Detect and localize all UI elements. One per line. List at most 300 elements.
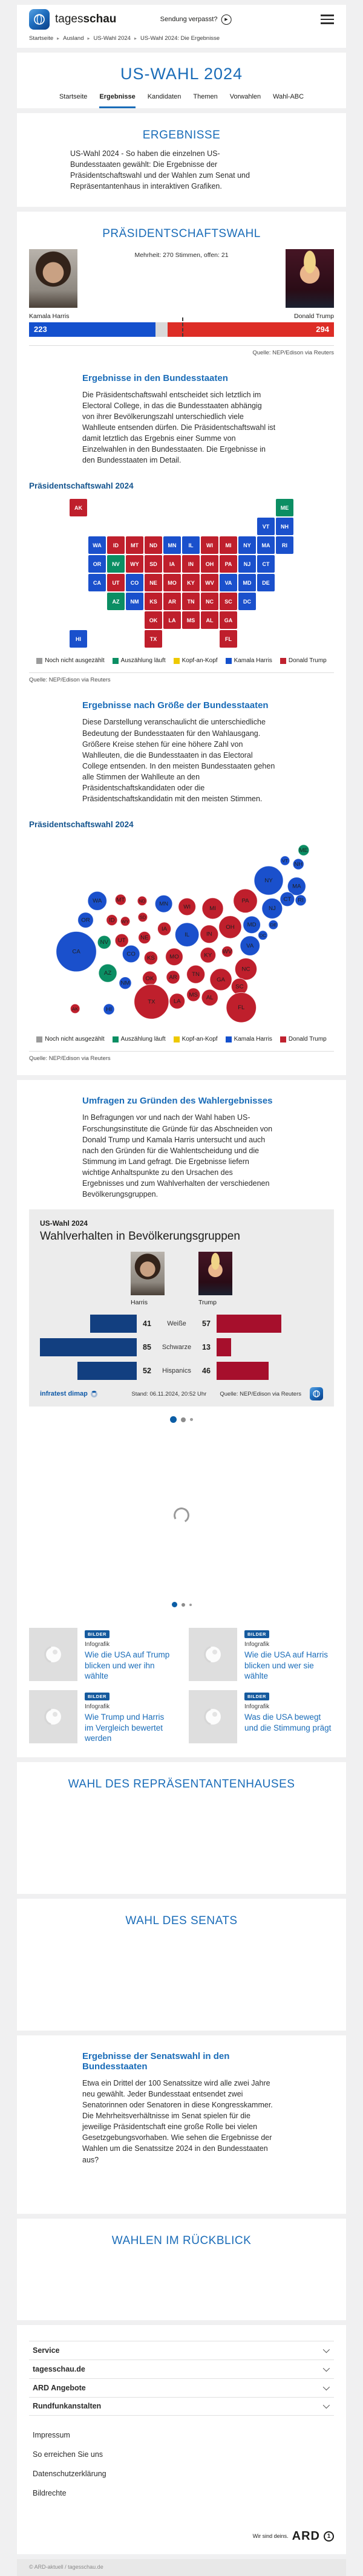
state-tile-NV[interactable]: NV [107, 555, 125, 573]
breadcrumb-separator-icon: ▸ [57, 36, 60, 41]
trump-bar [217, 1362, 269, 1380]
footer-link-impressum[interactable]: Impressum [33, 2430, 70, 2439]
breadcrumb [17, 34, 346, 48]
state-bubble-label: OH [226, 924, 235, 931]
tab-vorwahlen[interactable]: Vorwahlen [229, 93, 261, 100]
teaser-kicker: Infografik [85, 1703, 110, 1711]
trump-bar [217, 1338, 231, 1356]
trump-bar-cell [217, 1338, 313, 1356]
state-bubble-label: MT [116, 897, 125, 904]
teaser-body [85, 1628, 174, 1682]
carousel-dots-secondary [29, 1602, 334, 1607]
teaser-card-3[interactable] [29, 1690, 174, 1744]
state-bubble-label: OR [81, 917, 90, 924]
teaser-kicker: Infografik [244, 1703, 270, 1711]
trump-bar-segment [168, 322, 334, 337]
trump-bar-cell [217, 1362, 313, 1380]
state-tile-ME[interactable]: ME [276, 499, 293, 516]
legend-swatch [280, 1036, 286, 1042]
majority-note: Mehrheit: 270 Stimmen, offen: 21 [134, 251, 229, 259]
state-bubble-label: NC [241, 966, 250, 973]
category-label: Weiße [167, 1320, 186, 1328]
section-heading-rueckblick: WAHLEN IM RÜCKBLICK [111, 2234, 252, 2247]
electoral-college-widget [17, 249, 346, 1062]
carousel-dot[interactable] [181, 1417, 186, 1422]
donald-trump-photo [286, 249, 334, 308]
state-tile-ND[interactable]: ND [145, 536, 162, 554]
state-bubble-label: UT [117, 937, 126, 945]
state-tile-LA[interactable]: LA [163, 611, 181, 629]
state-bubble-label: MI [209, 905, 216, 912]
teaser-kicker: Infografik [85, 1641, 110, 1648]
carousel-dot[interactable] [182, 1603, 185, 1607]
footer-accordion-label: Service [33, 2346, 60, 2355]
sendung-verpasst-label: Sendung verpasst? [160, 16, 218, 23]
widget-photos [40, 1252, 323, 1306]
open-bar-segment [155, 322, 168, 337]
state-tile-MT[interactable]: MT [126, 536, 143, 554]
page-title: US-WAHL 2024 [120, 65, 243, 83]
electoral-vote-bar [29, 322, 334, 337]
state-bubble-label: CT [283, 896, 292, 903]
state-tile-map [70, 499, 293, 648]
state-bubble-label: NE [140, 934, 149, 942]
widget-kicker: US-Wahl 2024 [40, 1219, 88, 1228]
state-bubble-label: MO [169, 954, 179, 961]
candidate-row [29, 249, 334, 308]
legend-swatch [226, 1036, 232, 1042]
state-bubble-label: AL [206, 995, 214, 1002]
state-tile-NY[interactable]: NY [238, 536, 256, 554]
widget-footer [40, 1387, 323, 1400]
state-bubble-label: KS [146, 955, 155, 962]
breadcrumb-separator-icon: ▸ [134, 36, 137, 41]
state-bubble-label: SC [235, 983, 244, 990]
trump-value: 57 [202, 1319, 211, 1329]
legend-label: Auszählung läuft [120, 657, 166, 665]
tagesschau-globe-watermark-icon [42, 1706, 64, 1728]
state-bubble-label: OK [145, 975, 154, 983]
state-bubble-label: IN [206, 931, 212, 938]
category-label: Hispanics [162, 1367, 191, 1375]
footer-link-datenschutzerkl-rung[interactable]: Datenschutzerklärung [33, 2469, 106, 2478]
demographics-row-schwarze [40, 1338, 323, 1356]
legend-label: Donald Trump [288, 657, 327, 665]
brand-light: tages [55, 13, 83, 25]
state-tile-DE[interactable]: DE [257, 574, 275, 591]
footer-accordion-service[interactable] [29, 2341, 334, 2360]
state-tile-OH[interactable]: OH [201, 555, 218, 573]
state-tile-SC[interactable]: SC [220, 593, 237, 610]
state-tile-GA[interactable]: GA [220, 611, 237, 629]
widget-source: Quelle: NEP/Edison via Reuters [220, 1390, 301, 1397]
harris-value: 52 [143, 1367, 151, 1376]
umfragen-text: In Befragungen vor und nach der Wahl haben US-Forschungsinstitute die Gründe für das Abschneiden von Donald Trump und Kamala Harris untersucht und auch nach den Gründen für die Wahlentscheidung und die Stimmung im Land gefragt. Die Ergebnisse liefern wichtige Anhaltspunkte zu den Ursachen des Ergebnisses und zum Wahlverhalten der verschiedenen Bevölkerungsgruppen. [82, 1113, 273, 1199]
hamburger-menu-icon[interactable] [321, 15, 334, 24]
state-tile-NH[interactable]: NH [276, 518, 293, 535]
tagesschau-globe-watermark-icon [202, 1644, 224, 1665]
chevron-down-icon [323, 2365, 330, 2372]
state-tile-IN[interactable]: IN [182, 555, 200, 573]
teaser-badge: BILDER [85, 1693, 110, 1700]
harris-value: 85 [143, 1343, 151, 1352]
map-legend [29, 657, 334, 664]
header [17, 5, 346, 48]
tagesschau-logo[interactable] [29, 9, 50, 30]
infratest-dimap-label: infratest dimap [40, 1390, 88, 1398]
section-heading-praesidentschaftswahl: PRÄSIDENTSCHAFTSWAHL [102, 227, 261, 240]
harris-bar-cell [40, 1338, 137, 1356]
trump-bar [217, 1315, 281, 1333]
state-bubble-label: WI [183, 903, 191, 911]
tagesschau-globe-watermark-icon [202, 1706, 224, 1728]
teaser-image-placeholder [189, 1690, 237, 1743]
teaser-image-placeholder [29, 1690, 77, 1743]
state-bubble-label: MN [159, 900, 169, 908]
bundesstaaten-text: Die Präsidentschaftswahl entscheidet sich letztlich im Electoral College, in das die Bundesstaaten abhängig von ihrer Bevölkerungszahl unterschiedlich viele Wahlleute entsenden dürfen. Die Präsidentschaftswahl ist damit letztlich das Ergebnis einer Summe von Einzelwahlen in den Bundesstaaten. Die Ergebnisse in den Bundesstaaten im Detail. [82, 390, 276, 465]
harris-bar-segment [29, 322, 155, 337]
carousel-dot[interactable] [170, 1416, 177, 1423]
widget-trump [198, 1252, 232, 1306]
state-tile-OR[interactable]: OR [88, 555, 106, 573]
tab-kandidaten[interactable]: Kandidaten [147, 93, 182, 100]
footer-accordion-label: Rundfunkanstalten [33, 2402, 102, 2411]
state-tile-CT[interactable]: CT [257, 555, 275, 573]
state-tile-VT[interactable]: VT [257, 518, 275, 535]
state-tile-DC[interactable]: DC [238, 593, 256, 610]
widget-title: Wahlverhalten in Bevölkerungsgruppen [40, 1230, 240, 1243]
state-bubble-label: DE [270, 922, 277, 928]
demographics-widget [29, 1209, 334, 1407]
teaser-title: Wie die USA auf Harris blicken und wer sie wählte [244, 1650, 329, 1681]
breadcrumb-link[interactable]: US-Wahl 2024: Die Ergebnisse [140, 35, 220, 42]
empty-embed-area [17, 2248, 346, 2320]
teaser-image-placeholder [29, 1628, 77, 1681]
legend-label: Noch nicht ausgezählt [45, 657, 105, 665]
teaser-body [85, 1690, 174, 1744]
state-tile-KS[interactable]: KS [145, 593, 162, 610]
state-bubble-label: CO [126, 951, 136, 958]
copyright-bar: © ARD-aktuell / tagesschau.de [17, 2559, 346, 2576]
state-tile-MS[interactable]: MS [182, 611, 200, 629]
legend-item-harris [226, 657, 272, 664]
loading-spinner-icon [172, 1506, 191, 1525]
state-tile-MD[interactable]: MD [238, 574, 256, 591]
state-bubble-label: PA [241, 898, 249, 905]
harris-label: Harris [131, 1299, 148, 1307]
legend-label: Noch nicht ausgezählt [45, 1036, 105, 1043]
harris-bar [90, 1315, 137, 1333]
trump-votes: 294 [316, 324, 329, 334]
state-tile-WY[interactable]: WY [126, 555, 143, 573]
title-card [17, 53, 346, 108]
state-tile-WI[interactable]: WI [201, 536, 218, 554]
senatswahl-inner [17, 2035, 346, 2214]
source-note: Quelle: NEP/Edison via Reuters [252, 349, 334, 356]
breadcrumb-link[interactable]: US-Wahl 2024 [93, 35, 131, 42]
state-tile-AR[interactable]: AR [163, 593, 181, 610]
state-bubble-label: AR [169, 974, 177, 981]
umfragen-inner [17, 1080, 346, 1757]
state-bubble-label: DC [259, 932, 266, 938]
divider [29, 345, 334, 346]
state-bubble-label: WY [121, 919, 129, 925]
state-tile-CA[interactable]: CA [88, 574, 106, 591]
teaser-title: Wie die USA auf Trump blicken und wer ihn wählte [85, 1650, 170, 1681]
state-bubble-label: KY [204, 952, 212, 959]
state-tile-IA[interactable]: IA [163, 555, 181, 573]
page-column [17, 0, 346, 2576]
empty-embed-area [17, 1928, 346, 2031]
infratest-dimap-logo [40, 1390, 97, 1397]
carousel-dots [29, 1416, 334, 1423]
sendung-verpasst-button[interactable] [160, 15, 232, 25]
state-bubble-label: IA [162, 926, 168, 933]
tab-ergebnisse[interactable]: Ergebnisse [99, 93, 135, 108]
bubble-legend [29, 1036, 334, 1042]
brand-bold: schau [83, 13, 117, 25]
section-heading-ergebnisse: ERGEBNISSE [142, 129, 221, 141]
state-tile-MA[interactable]: MA [257, 536, 275, 554]
demographics-row-hispanics [40, 1362, 323, 1380]
teaser-card-4[interactable] [189, 1690, 334, 1744]
legend-label: Kopf-an-Kopf [182, 1036, 218, 1043]
state-bubble-label: VT [282, 858, 288, 864]
top-bar [17, 5, 346, 34]
subheading-bundesstaaten: Ergebnisse in den Bundesstaaten [82, 372, 228, 383]
teaser-grid [29, 1628, 334, 1757]
legend-item-counting [113, 657, 166, 664]
senatswahl-text: Etwa ein Drittel der 100 Senatssitze wird alle zwei Jahre neu gewählt. Jeder Bundesstaat entsendet zwei Senatorinnen oder Senatoren in diese Kongresskammer. Die Mehrheitsverhältnisse im Senat spielen für die jeweilige Präsidentschaft eine große Rolle bei vielen Gesetzgebungsvorhaben. Wie sehen die Ergebnisse der Wahlen um die Senatssitze 2024 in den Bundesstaaten aus? [82, 2078, 273, 2164]
breadcrumb-link[interactable]: Startseite [29, 35, 54, 42]
state-bubble-label: MA [292, 883, 301, 890]
legend-label: Kopf-an-Kopf [182, 657, 218, 665]
state-bubble-label: CA [72, 948, 80, 955]
trump-value: 46 [202, 1367, 211, 1376]
state-tile-FL[interactable]: FL [220, 630, 237, 648]
carousel-dot[interactable] [190, 1418, 193, 1421]
state-bubble-label: ME [299, 847, 309, 854]
state-tile-WV[interactable]: WV [201, 574, 218, 591]
teaser-badge: BILDER [85, 1630, 110, 1638]
state-bubble-label: VA [246, 943, 254, 950]
state-tile-UT[interactable]: UT [107, 574, 125, 591]
stand-note: Stand: 06.11.2024, 20:52 Uhr [131, 1390, 207, 1397]
tagesschau-globe-icon [33, 13, 46, 26]
ard-logo[interactable] [29, 2529, 334, 2543]
state-bubble-label: WV [222, 948, 232, 955]
demographics-rows [40, 1315, 323, 1380]
legend-item-tie [174, 1036, 218, 1042]
state-bubble-label: GA [217, 977, 226, 984]
tagesschau-globe-icon [312, 1390, 321, 1398]
legend-swatch [113, 1036, 119, 1042]
legend-swatch [174, 1036, 180, 1042]
footer-link-bildrechte[interactable]: Bildrechte [33, 2488, 67, 2497]
state-tile-NM[interactable]: NM [126, 593, 143, 610]
teaser-badge: BILDER [244, 1693, 269, 1700]
carousel-dot[interactable] [189, 1604, 192, 1606]
tab-themen[interactable]: Themen [193, 93, 218, 100]
demographics-row-weiße [40, 1315, 323, 1333]
tab-bar [17, 93, 346, 108]
breadcrumb-separator-icon: ▸ [87, 36, 90, 41]
state-bubble-label: SD [139, 915, 146, 921]
teaser-kicker: Infografik [244, 1641, 270, 1648]
chevron-down-icon [323, 2402, 330, 2408]
harris-bar-cell [40, 1362, 137, 1380]
groesse-text: Diese Darstellung veranschaulicht die unterschiedliche Bedeutung der Bundesstaaten für den Wahlausgang. Größere Kreise stehen für eine höhere Zahl von Wahlleuten, die die Bundesstaaten in das Electoral College entsenden. In den meisten Bundesstaaten gehen alle Stimmen der Wahlleute an den Präsidentschaftskandidaten oder die Präsidentschaftskandidatin mit den meisten Stimmen. [82, 718, 275, 804]
divider [29, 672, 334, 673]
harris-votes: 223 [34, 324, 47, 334]
state-tile-NE[interactable]: NE [145, 574, 162, 591]
state-bubble-label: NJ [268, 905, 276, 912]
state-tile-KY[interactable]: KY [182, 574, 200, 591]
state-tile-MN[interactable]: MN [163, 536, 181, 554]
state-tile-SD[interactable]: SD [145, 555, 162, 573]
teaser-image-placeholder [189, 1628, 237, 1681]
state-bubble-label: NM [120, 980, 130, 987]
state-bubble-label: TX [148, 998, 155, 1006]
state-bubble-label: MS [189, 992, 198, 999]
senatswahl-card [17, 2035, 346, 2214]
trump-value: 13 [202, 1343, 211, 1352]
state-bubble-label: IL [185, 931, 190, 938]
ard-claim: Wir sind deins. [252, 2533, 289, 2540]
rueckblick-card [17, 2219, 346, 2320]
legend-item-none [36, 657, 104, 664]
chevron-down-icon [323, 2384, 330, 2390]
state-tile-TX[interactable]: TX [145, 630, 162, 648]
ergebnisse-card [17, 113, 346, 207]
infratest-dimap-icon [91, 1391, 97, 1397]
harris-value: 41 [143, 1319, 151, 1329]
state-bubble-label: LA [173, 998, 181, 1005]
state-tile-NC[interactable]: NC [201, 593, 218, 610]
state-tile-TN[interactable]: TN [182, 593, 200, 610]
legend-item-counting [113, 1036, 166, 1042]
footer-link-so-erreichen-sie-uns[interactable]: So erreichen Sie uns [33, 2450, 103, 2459]
state-tile-ID[interactable]: ID [107, 536, 125, 554]
section-heading-repraesentantenhaus: WAHL DES REPRÄSENTANTENHAUSES [68, 1777, 295, 1791]
majority-marker [182, 317, 183, 337]
state-tile-MO[interactable]: MO [163, 574, 181, 591]
teaser-title: Was die USA bewegt und die Stimmung prägt [244, 1712, 332, 1732]
trump-photo-small [198, 1252, 232, 1295]
footer-accordion-label: tagesschau.de [33, 2364, 85, 2373]
state-tile-HI[interactable]: HI [70, 630, 87, 648]
state-tile-PA[interactable]: PA [220, 555, 237, 573]
harris-bar [40, 1338, 137, 1356]
state-bubble-label: TN [192, 971, 200, 978]
state-bubble-chart [29, 834, 334, 1026]
source-note: Quelle: NEP/Edison via Reuters [29, 1055, 111, 1062]
legend-swatch [174, 658, 180, 664]
tab-startseite[interactable]: Startseite [59, 93, 88, 100]
divider [29, 1051, 334, 1052]
legend-swatch [36, 1036, 42, 1042]
state-bubble-label: RI [298, 897, 304, 905]
subheading-groesse: Ergebnisse nach Größe der Bundesstaaten [82, 700, 269, 711]
legend-swatch [113, 658, 119, 664]
legend-swatch [36, 658, 42, 664]
harris-photo-small [131, 1252, 165, 1295]
footer-accordion-tagesschau-de[interactable] [29, 2360, 334, 2378]
subheading-umfragen: Umfragen zu Gründen des Wahlergebnisses [82, 1096, 273, 1107]
teaser-body [244, 1628, 334, 1682]
legend-item-none [36, 1036, 104, 1042]
legend-swatch [226, 658, 232, 664]
legend-label: Auszählung läuft [120, 1036, 166, 1043]
state-tile-AK[interactable]: AK [70, 499, 87, 516]
state-bubble-label: NV [100, 939, 109, 946]
ergebnisse-intro: US-Wahl 2024 - So haben die einzelnen US-Bundesstaaten gewählt: Die Ergebnisse der Präsidentschaftswahl und der Wahlen zum Senat und Repräsentantenhaus in interaktiven Grafiken. [70, 149, 250, 191]
footer-accordion-ard-angebote[interactable] [29, 2378, 334, 2397]
kamala-harris-photo [29, 249, 77, 308]
tab-wahl-abc[interactable]: Wahl-ABC [273, 93, 304, 100]
state-tile-NJ[interactable]: NJ [238, 555, 256, 573]
senat-card [17, 1899, 346, 2031]
empty-embed-area [29, 2165, 334, 2214]
state-bubble-label: MD [247, 922, 257, 929]
footer [17, 2325, 346, 2554]
state-bubble-label: AK [72, 1006, 79, 1012]
footer-links [29, 2425, 334, 2503]
subheading-senatswahl: Ergebnisse der Senatswahl in den Bundesstaaten [82, 2051, 230, 2072]
state-tile-WA[interactable]: WA [88, 536, 106, 554]
state-bubble-label: HI [106, 1006, 112, 1013]
state-bubble-label: NH [294, 861, 303, 868]
teaser-card-2[interactable] [189, 1628, 334, 1682]
teaser-card-1[interactable] [29, 1628, 174, 1682]
state-bubble-label: FL [238, 1004, 245, 1012]
trump-name: Donald Trump [294, 312, 334, 320]
breadcrumb-link[interactable]: Ausland [63, 35, 84, 42]
legend-swatch [280, 658, 286, 664]
state-tile-AL[interactable]: AL [201, 611, 218, 629]
state-bubble-label: NY [264, 877, 273, 885]
footer-accordion-rundfunkanstalten[interactable] [29, 2397, 334, 2416]
source-note: Quelle: NEP/Edison via Reuters [29, 677, 111, 684]
repraesentantenhaus-card [17, 1762, 346, 1894]
harris-bar-cell [40, 1315, 137, 1333]
brand-wordmark[interactable] [55, 13, 116, 26]
state-tile-OK[interactable]: OK [145, 611, 162, 629]
legend-label: Donald Trump [288, 1036, 327, 1043]
bubble-chart-title: Präsidentschaftswahl 2024 [29, 820, 134, 830]
map-chart-title: Präsidentschaftswahl 2024 [29, 481, 134, 491]
ard-wordmark: ARD [292, 2529, 320, 2543]
state-tile-RI[interactable]: RI [276, 536, 293, 554]
harris-bar [77, 1362, 137, 1380]
state-tile-VA[interactable]: VA [220, 574, 237, 591]
legend-item-harris [226, 1036, 272, 1042]
category-label: Schwarze [162, 1344, 192, 1351]
carousel-dot[interactable] [172, 1602, 177, 1607]
section-heading-senat: WAHL DES SENATS [125, 1914, 238, 1927]
state-tile-IL[interactable]: IL [182, 536, 200, 554]
state-tile-AZ[interactable]: AZ [107, 593, 125, 610]
teaser-title: Wie Trump und Harris im Vergleich bewertet werden [85, 1712, 165, 1743]
umfragen-card [17, 1080, 346, 1757]
footer-accordion-label: ARD Angebote [33, 2383, 86, 2392]
legend-label: Kamala Harris [234, 1036, 272, 1043]
state-tile-CO[interactable]: CO [126, 574, 143, 591]
ard-one-icon: 1 [324, 2531, 334, 2542]
state-bubble-label: ND [139, 899, 146, 905]
harris-name: Kamala Harris [29, 312, 70, 320]
state-tile-MI[interactable]: MI [220, 536, 237, 554]
